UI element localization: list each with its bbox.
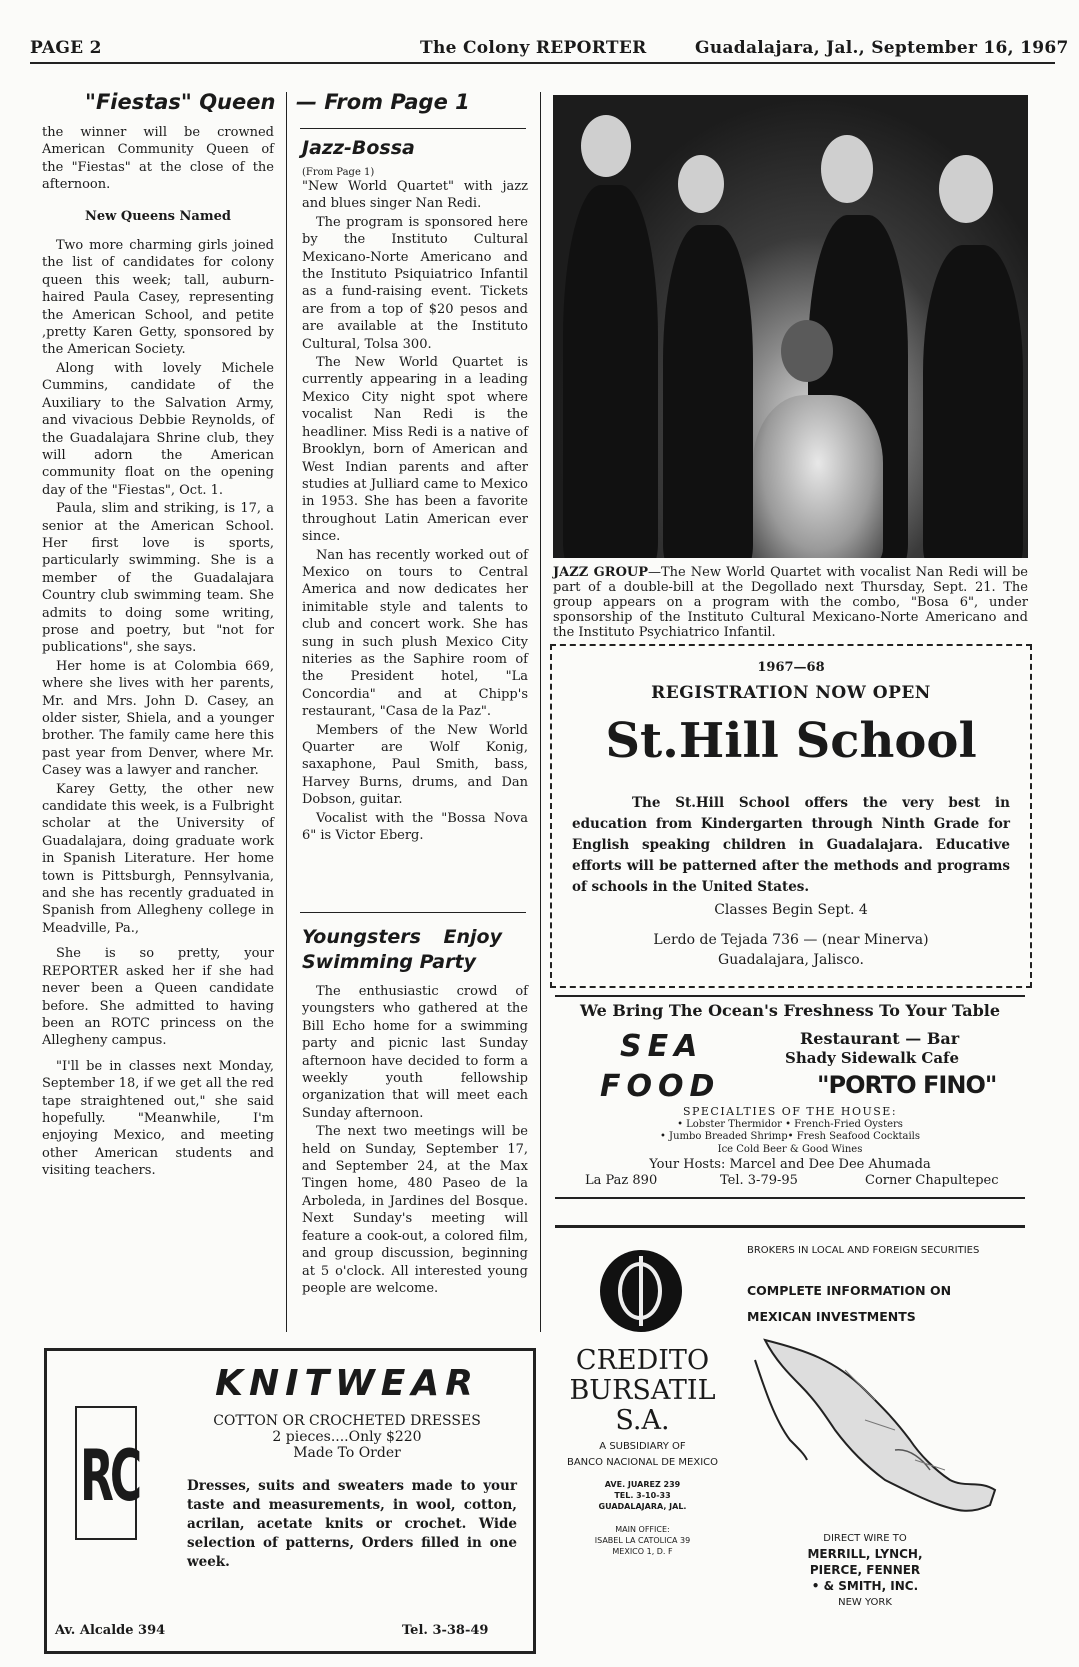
singer-face xyxy=(781,320,833,382)
caption-lead: JAZZ GROUP xyxy=(553,565,649,580)
knitwear-addr: Av. Alcalde 394 xyxy=(55,1623,166,1638)
sthill-ad xyxy=(550,644,1032,988)
jazz-headline: Jazz-Bossa xyxy=(302,137,415,159)
header-rule xyxy=(30,62,1055,64)
musician-face xyxy=(939,155,993,223)
knitwear-body: Dresses, suits and sweaters made to your taste and measurements, in wool, cotton, acrilan, acetate knits or crochet. Wide selection of patterns, Orders filled in one week. xyxy=(187,1478,517,1570)
paragraph: Two more charming girls joined the list of candidates for colony queen this week; tall, auburn-haired Paula Casey, representing the American School, and petite ,pretty Karen Getty, sponsored by the American Society. xyxy=(42,238,274,358)
seafood-spec2: • Jumbo Breaded Shrimp• Fresh Seafood Cocktails xyxy=(659,1131,921,1142)
from-page: (From Page 1) xyxy=(302,167,375,178)
seafood-hosts: Your Hosts: Marcel and Dee Dee Ahumada xyxy=(649,1157,931,1172)
credito-mexican: MEXICAN INVESTMENTS xyxy=(747,1309,916,1324)
paragraph: Vocalist with the "Bossa Nova 6" is Victor Eberg. xyxy=(302,810,528,844)
credito-name2: BURSATIL xyxy=(569,1375,716,1406)
musician-face xyxy=(581,115,631,177)
sthill-registration: REGISTRATION NOW OPEN xyxy=(651,683,931,703)
section-rule xyxy=(300,912,526,913)
credito-ny: NEW YORK xyxy=(838,1597,892,1608)
credito-merrill1: MERRILL, LYNCH, xyxy=(807,1547,923,1561)
column-rule xyxy=(286,92,287,1332)
seafood-corner: Corner Chapultepec xyxy=(865,1173,999,1188)
credito-addr1: AVE. JUAREZ 239 xyxy=(604,1480,681,1489)
credito-ad xyxy=(555,1235,1025,1647)
seafood-sea: SEA xyxy=(620,1029,704,1064)
credito-name1: CREDITO xyxy=(575,1345,710,1376)
page-number: PAGE 2 xyxy=(30,38,102,58)
credito-complete: COMPLETE INFORMATION ON xyxy=(747,1283,952,1298)
seafood-name: "PORTO FINO" xyxy=(817,1071,997,1099)
musician-face xyxy=(678,155,724,213)
sthill-address: Lerdo de Tejada 736 — (near Minerva) xyxy=(653,932,929,948)
ad-rule xyxy=(555,1225,1025,1228)
musician-figure xyxy=(923,245,1023,558)
newspaper-name: The Colony REPORTER xyxy=(420,38,647,58)
credito-addr3: GUADALAJARA, JAL. xyxy=(598,1502,687,1511)
credito-logo-stem xyxy=(639,1256,643,1326)
credito-brokers: BROKERS IN LOCAL AND FOREIGN SECURITIES xyxy=(747,1245,980,1256)
seafood-tel: Tel. 3-79-95 xyxy=(720,1173,798,1188)
caption-text: —The New World Quartet with vocalist Nan Redi will be part of a double-bill at the Degollado next Thursday, Sept. 21. The group appears on a program with the combo, "Bosa 6", under sponsorship of the Instituto Cultural Mexicano-Norte Americano and the Instituto Psychiatrico Infantil. xyxy=(553,565,1028,640)
knitwear-ad xyxy=(44,1348,536,1654)
subhead: New Queens Named xyxy=(85,208,231,224)
sthill-year: 1967—68 xyxy=(757,660,825,675)
sthill-city: Guadalajara, Jalisco. xyxy=(718,952,864,968)
dateline: Guadalajara, Jal., September 16, 1967 xyxy=(695,38,1069,58)
knitwear-line2: 2 pieces....Only $220 xyxy=(272,1429,422,1445)
credito-bank: BANCO NACIONAL DE MEXICO xyxy=(566,1457,719,1468)
youngsters-headline: Youngsters Enjoy Swimming Party xyxy=(302,926,502,973)
paragraph: "New World Quartet" with jazz and blues singer Nan Redi. xyxy=(302,179,528,212)
seafood-addr: La Paz 890 xyxy=(585,1173,658,1188)
knitwear-tel: Tel. 3-38-49 xyxy=(402,1623,489,1638)
credito-name3: S.A. xyxy=(615,1405,670,1436)
paragraph: The New World Quartet is currently appearing in a leading Mexico City night spot where vocalist Nan Redi is the headliner. Miss Redi is a native of Brooklyn, born of American and West Indian parents and after studies at Julliard came to Mexico in 1953. She has been a favorite throughout Latin American ever since. xyxy=(302,355,528,545)
credito-subsidiary: A SUBSIDIARY OF xyxy=(599,1441,686,1452)
column-rule xyxy=(540,92,541,1332)
seafood-ad xyxy=(555,995,1025,1199)
musician-figure xyxy=(563,185,658,558)
photo-caption xyxy=(553,565,1028,640)
credito-merrill2: PIERCE, FENNER xyxy=(809,1563,921,1577)
youngsters-column xyxy=(302,925,528,1298)
paragraph: The enthusiastic crowd of youngsters who gathered at the Bill Echo home for a swimming party and picnic last Sunday afternoon have decided to form a weekly youth fellowship organization that will meet each Sunday afternoon. xyxy=(302,984,528,1121)
seafood-tagline: We Bring The Ocean's Freshness To Your Table xyxy=(579,1001,1001,1020)
jazz-group-photo xyxy=(553,95,1028,558)
credito-addr2: TEL. 3-10-33 xyxy=(614,1491,671,1500)
seafood-spec3: Ice Cold Beer & Good Wines xyxy=(717,1144,863,1155)
credito-main2: ISABEL LA CATOLICA 39 xyxy=(594,1536,691,1545)
paragraph: Members of the New World Quarter are Wolf Konig, saxaphone, Paul Smith, bass, Harvey Burns, drums, and Dan Dobson, guitar. xyxy=(302,722,528,808)
rc-logo: RC xyxy=(80,1436,139,1518)
paragraph: She is so pretty, your REPORTER asked her if she had never been a Queen candidate before. She admitted to having been an ROTC princess on the Allegheny campus. xyxy=(42,946,274,1049)
paragraph: The program is sponsored here by the Instituto Cultural Mexicano-Norte Americano and the Instituto Psiquiatrico Infantil as a fund-raising event. Tickets are from a top of $20 pesos and are available at the Instituto Cultural, Tolsa 300. xyxy=(302,214,528,352)
paragraph: Paula, slim and striking, is 17, a senior at the American School. Her first love is sports, particularly swimming. She is a member of the Guadalajara Country club swimming team. She admits to doing some writing, prose and poetry, but "not for publications", she says. xyxy=(42,501,274,656)
paragraph: Karey Getty, the other new candidate this week, is a Fulbright scholar at the University of Guadalajara, doing graduate work in Spanish Literature. Her home town is Pittsburgh, Pennsylvania, and she has recently graduated in Spanish from Allegheny college in Meadville, Pa., xyxy=(42,781,274,936)
jazz-column xyxy=(302,136,528,845)
paragraph: The next two meetings will be held on Sunday, September 17, and September 24, at the Max Tingen home, 480 Paseo de la Arboleda, in Jardines del Bosque. Next Sunday's meeting will feature a cook-out, a colored film, and group discussion, beginning at 5 o'clock. All interested young people are welcome. xyxy=(302,1124,528,1296)
knitwear-title: KNITWEAR xyxy=(215,1363,479,1404)
sthill-classes: Classes Begin Sept. 4 xyxy=(714,902,868,918)
seafood-restaurant: Restaurant — Bar xyxy=(800,1029,960,1048)
credito-main3: MEXICO 1, D. F xyxy=(612,1547,673,1556)
credito-merrill3: • & SMITH, INC. xyxy=(811,1579,919,1593)
seafood-food: FOOD xyxy=(600,1069,721,1104)
fiestas-headline: "Fiestas" Queen xyxy=(85,90,276,114)
section-rule xyxy=(300,128,526,129)
sthill-name: St.Hill School xyxy=(605,713,977,769)
paragraph: Nan has recently worked out of Mexico on tours to Central America and now dedicates her inimitable style and talents to club and concert work. She has sung in such plush Mexico City niteries as the Saphire room of the President hotel, "La Concordia" and at Chipp's restaurant, "Casa de la Paz". xyxy=(302,547,528,720)
musician-face xyxy=(821,135,873,203)
seafood-specialties: SPECIALTIES OF THE HOUSE: xyxy=(682,1105,898,1118)
knitwear-line3: Made To Order xyxy=(293,1445,401,1461)
seafood-spec1: • Lobster Thermidor • French-Fried Oysters xyxy=(677,1119,903,1130)
paragraph: the winner will be crowned American Community Queen of the "Fiestas" at the close of the afternoon. xyxy=(42,125,274,193)
paragraph: Along with lovely Michele Cummins, candidate of the Auxiliary to the Salvation Army, and vivacious Debbie Reynolds, of the Guadalajara Shrine club, they will adorn the American community float on the opening day of the "Fiestas", Oct. 1. xyxy=(42,360,274,498)
credito-direct: DIRECT WIRE TO xyxy=(823,1533,907,1544)
knitwear-line1: COTTON OR CROCHETED DRESSES xyxy=(213,1413,481,1429)
sthill-body: The St.Hill School offers the very best in education from Kindergarten through Ninth Grade for English speaking children in Guadalajara. Educative efforts will be patterned after the methods and programs of schools in the United States. xyxy=(572,795,1010,895)
credito-logo xyxy=(600,1250,682,1332)
paragraph: "I'll be in classes next Monday, September 18, if we get all the red tape straightened out," she said hopefully. "Meanwhile, I'm enjoying Mexico, and meeting other American students and visiting teachers. xyxy=(42,1058,274,1179)
singer-dress xyxy=(753,395,883,558)
fiestas-column xyxy=(42,124,274,1181)
seafood-cafe: Shady Sidewalk Cafe xyxy=(785,1049,960,1067)
fiestas-headline-continued: — From Page 1 xyxy=(296,90,470,114)
paragraph: Her home is at Colombia 669, where she lives with her parents, Mr. and Mrs. John D. Casey, an older sister, Shiela, and a younger brother. The family came here this past year from Denver, where Mr. Casey was a lawyer and rancher. xyxy=(42,658,274,779)
mexico-map-icon xyxy=(745,1330,1010,1540)
credito-main1: MAIN OFFICE: xyxy=(615,1525,670,1534)
musician-figure xyxy=(663,225,753,558)
